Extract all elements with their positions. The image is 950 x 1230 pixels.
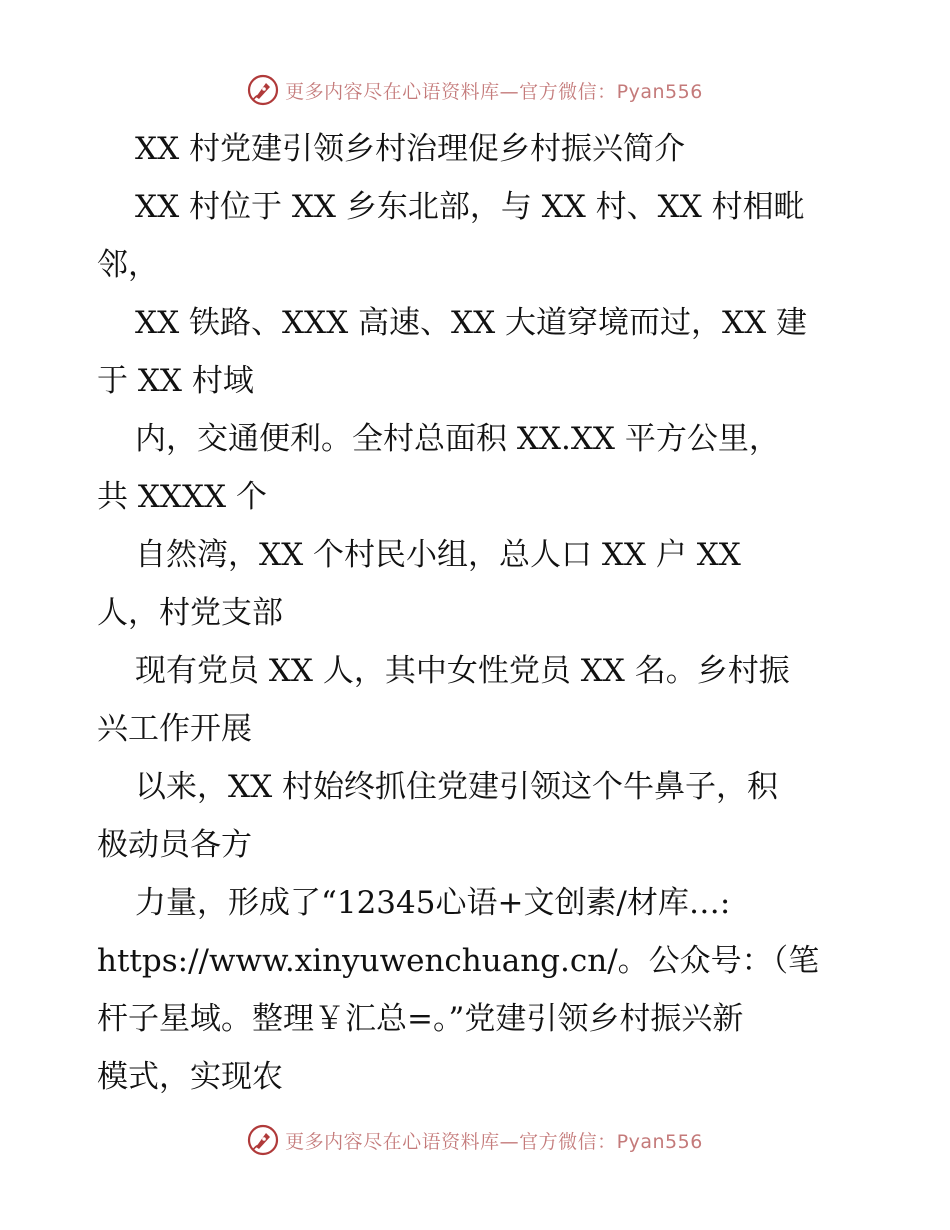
- paragraph-line: 现有党员 XX 人，其中女性党员 XX 名。乡村振: [135, 653, 790, 689]
- paragraph-line: 内，交通便利。全村总面积 XX.XX 平方公里，: [135, 421, 780, 457]
- document-body: [97, 120, 867, 1106]
- paragraph-line: 共 XXXX 个: [97, 479, 267, 515]
- paragraph-line: 力量，形成了“12345心语+文创素/材库…:: [135, 885, 731, 921]
- paragraph-line: 以来，XX 村始终抓住党建引领这个牛鼻子，积: [135, 769, 778, 805]
- paragraph-line: 模式，实现农: [97, 1059, 283, 1095]
- paragraph-line: 于 XX 村域: [97, 363, 254, 399]
- footer-watermark-banner: [0, 1120, 950, 1160]
- pen-nib-logo-icon: [247, 74, 279, 106]
- document-title: XX 村党建引领乡村治理促乡村振兴简介: [135, 131, 685, 167]
- paragraph-line: 极动员各方: [97, 827, 252, 863]
- paragraph-link-line: https://www.xinyuwenchuang.cn/。公众号：（笔: [97, 943, 820, 979]
- watermark-text: 更多内容尽在心语资料库—官方微信：Pyan556: [285, 1130, 703, 1153]
- paragraph-line: XX 铁路、XXX 高速、XX 大道穿境而过，XX 建: [135, 305, 808, 341]
- paragraph-line: 自然湾，XX 个村民小组，总人口 XX 户 XX: [135, 537, 741, 573]
- paragraph-line: 邻，: [97, 247, 159, 283]
- paragraph-line: XX 村位于 XX 乡东北部，与 XX 村、XX 村相毗: [135, 189, 805, 225]
- paragraph-line: 杆子星域。整理￥汇总=。”党建引领乡村振兴新: [97, 1001, 744, 1037]
- watermark-text: 更多内容尽在心语资料库—官方微信：Pyan556: [285, 80, 703, 103]
- paragraph-line: 兴工作开展: [97, 711, 252, 747]
- pen-nib-logo-icon: [247, 1124, 279, 1156]
- header-watermark-banner: [0, 70, 950, 110]
- paragraph-line: 人，村党支部: [97, 595, 283, 631]
